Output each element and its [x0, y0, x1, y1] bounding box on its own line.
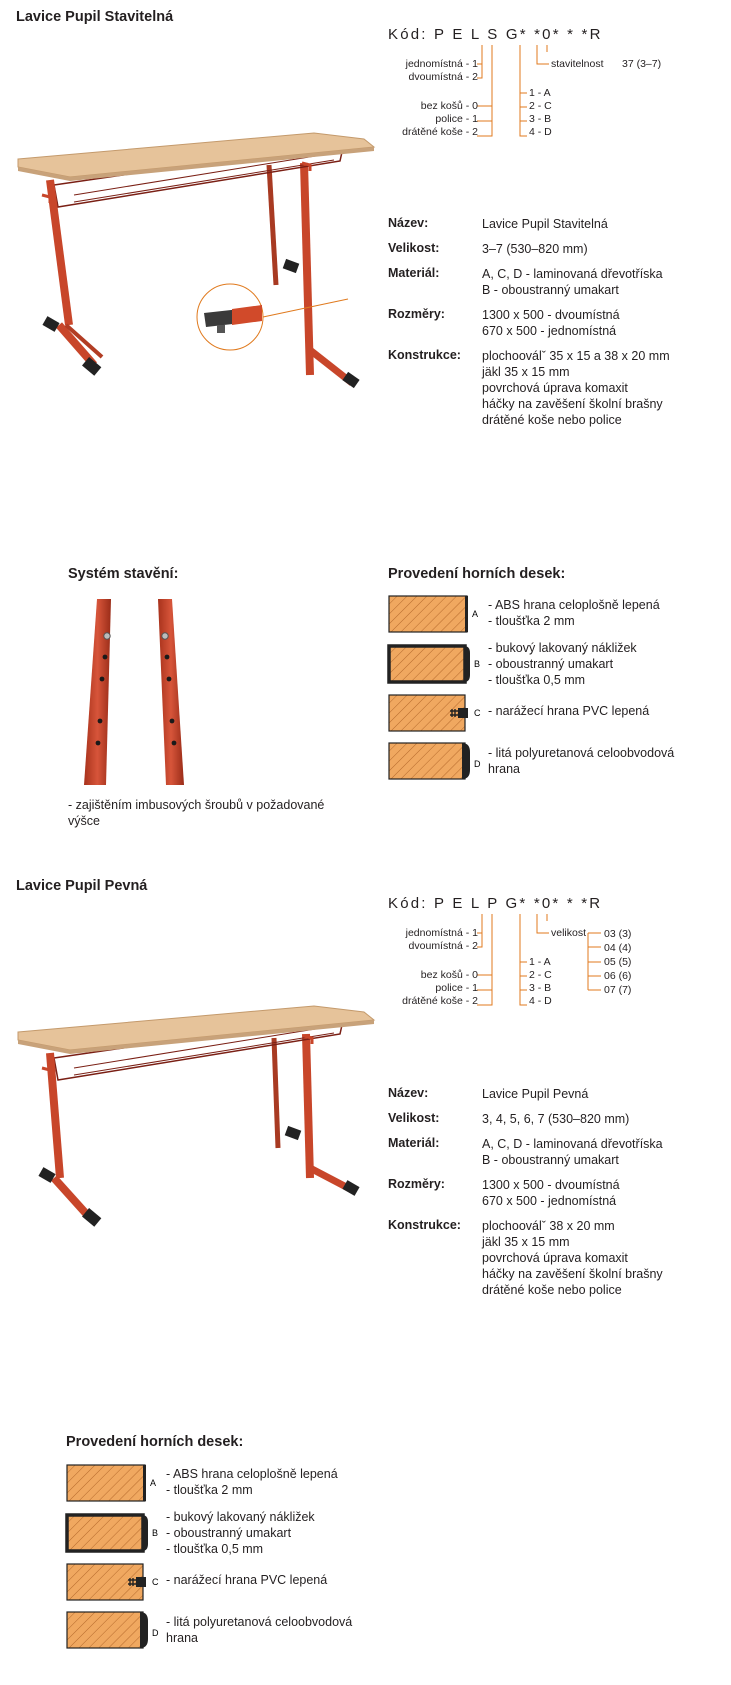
adjust-note: - zajištěním imbusových šroubů v požadované — [68, 798, 325, 812]
size-value: 06 (6) — [604, 970, 632, 982]
spec-row — [388, 241, 718, 257]
code-label: drátěné koše - 2 — [402, 126, 478, 138]
desk-illustration-adjustable — [14, 125, 374, 405]
spec-row — [388, 1086, 718, 1102]
spec-value: drátěné koše nebo police — [482, 1283, 622, 1297]
spec-value: 670 x 500 - jednomístná — [482, 1194, 617, 1208]
size-label: velikost — [551, 927, 587, 939]
code-label: 2 - C — [529, 969, 552, 981]
spec-key: Rozměry: — [388, 307, 445, 321]
size-value: 37 (3–7) — [622, 58, 662, 70]
spec-key: Rozměry: — [388, 1177, 445, 1191]
plate-icon-d — [388, 742, 480, 782]
code-label: police - 1 — [435, 982, 478, 994]
code-zero: 0 — [542, 26, 553, 43]
spec-key: Název: — [388, 1086, 429, 1100]
spec-value: plochooválˇ 38 x 20 mm — [482, 1219, 615, 1233]
code-stars-1: * * — [519, 26, 543, 43]
spec-value: 3, 4, 5, 6, 7 (530–820 mm) — [482, 1112, 630, 1126]
spec-key: Velikost: — [388, 241, 440, 255]
code-label: 2 - C — [529, 100, 552, 112]
plate-icon-b — [66, 1514, 158, 1554]
spec-key: Konstrukce: — [388, 1218, 461, 1232]
spec-value: Lavice Pupil Stavitelná — [482, 217, 608, 231]
code-label: 4 - D — [529, 995, 552, 1007]
plate-icon-b — [388, 645, 480, 685]
spec-value: A, C, D - laminovaná dřevotříska — [482, 267, 663, 281]
plates1-title: Provedení horních desek: — [388, 566, 566, 582]
plate-letter: A — [150, 1478, 157, 1488]
plate-desc: - litá polyuretanová celoobvodová — [488, 746, 675, 760]
code-prefix: Kód: P E L P G — [388, 895, 520, 912]
plate-desc: - litá polyuretanová celoobvodová — [166, 1615, 353, 1629]
spec-table-2 — [388, 1086, 718, 1298]
size-label: stavitelnost — [551, 58, 604, 70]
plate-desc: - narážecí hrana PVC lepená — [488, 704, 650, 718]
plate-desc: hrana — [488, 762, 520, 776]
plate-icon-a — [388, 595, 480, 635]
spec-row — [388, 216, 718, 232]
code-stars-1: * * — [519, 895, 542, 912]
code-suffix: R — [589, 895, 603, 912]
code-label: 3 - B — [529, 982, 552, 994]
spec-value: A, C, D - laminovaná dřevotříska — [482, 1137, 663, 1151]
spec-value: háčky na zavěšení školní brašny — [482, 397, 663, 411]
section1-title: Lavice Pupil Stavitelná — [16, 9, 174, 25]
code-label: drátěné koše - 2 — [402, 995, 478, 1007]
spec-key: Materiál: — [388, 1136, 440, 1150]
plate-icon-c — [66, 1563, 158, 1603]
plate-desc: - tloušťka 0,5 mm — [488, 673, 586, 687]
size-value: 04 (4) — [604, 942, 632, 954]
code-suffix: R — [589, 26, 603, 43]
code-label: 4 - D — [529, 126, 552, 138]
code-label: police - 1 — [435, 113, 478, 125]
plate-desc: - oboustranný umakart — [166, 1526, 292, 1540]
code-label: dvoumístná - 2 — [408, 940, 478, 952]
plate-letter: C — [474, 708, 481, 718]
plate-desc: - bukový lakovaný nákližek — [166, 1510, 315, 1524]
spec-value: jäkl 35 x 15 mm — [482, 365, 570, 379]
code-prefix: Kód: P E L S G — [388, 26, 520, 43]
plate-letter: B — [474, 659, 481, 669]
adjust-title: Systém stavění: — [68, 566, 179, 582]
code-label: 3 - B — [529, 113, 552, 125]
spec-value: B - oboustranný umakart — [482, 283, 619, 297]
spec-key: Materiál: — [388, 266, 440, 280]
spec-key: Velikost: — [388, 1111, 440, 1125]
plate-desc: - narážecí hrana PVC lepená — [166, 1573, 328, 1587]
plate-letter: D — [474, 759, 481, 769]
size-value: 05 (5) — [604, 956, 632, 968]
plate-letter: A — [472, 609, 479, 619]
code-stars-2: * * * — [552, 895, 590, 912]
code-zero: 0 — [541, 895, 553, 912]
size-value: 03 (3) — [604, 928, 632, 940]
code-label: 1 - A — [529, 956, 551, 968]
plate-desc: - tloušťka 2 mm — [488, 614, 575, 628]
code-label: dvoumístná - 2 — [408, 71, 478, 83]
code-label: jednomístná - 1 — [405, 58, 478, 70]
spec-row — [388, 1136, 718, 1168]
plate-icon-d — [66, 1611, 158, 1651]
desk-illustration-fixed — [14, 998, 374, 1268]
spec-value: jäkl 35 x 15 mm — [482, 1235, 570, 1249]
spec-value: Lavice Pupil Pevná — [482, 1087, 589, 1101]
code-stars-2: * * * — [552, 26, 590, 43]
spec-value: 1300 x 500 - dvoumístná — [482, 308, 620, 322]
spec-value: B - oboustranný umakart — [482, 1153, 619, 1167]
plate-desc: - ABS hrana celoplošně lepená — [488, 598, 660, 612]
plate-desc: - tloušťka 0,5 mm — [166, 1542, 264, 1556]
plate-icon-a — [66, 1464, 158, 1504]
spec-row — [388, 266, 718, 298]
spec-row — [388, 1111, 718, 1127]
spec-row — [388, 1177, 718, 1209]
spec-row — [388, 1218, 718, 1298]
code-label: bez košů - 0 — [420, 100, 478, 112]
plate-letter: C — [152, 1577, 159, 1587]
plate-desc: - ABS hrana celoplošně lepená — [166, 1467, 338, 1481]
plate-desc: - bukový lakovaný nákližek — [488, 641, 637, 655]
plate-letter: D — [152, 1628, 159, 1638]
spec-row — [388, 307, 718, 339]
code-label: 1 - A — [529, 87, 551, 99]
size-value: 07 (7) — [604, 984, 632, 996]
adjust-note: výšce — [68, 814, 100, 828]
spec-row — [388, 348, 718, 428]
spec-value: plochooválˇ 35 x 15 a 38 x 20 mm — [482, 349, 670, 363]
spec-value: háčky na zavěšení školní brašny — [482, 1267, 663, 1281]
code-label: jednomístná - 1 — [405, 927, 478, 939]
spec-table-1 — [388, 216, 718, 428]
section2-title: Lavice Pupil Pevná — [16, 878, 148, 894]
spec-key: Název: — [388, 216, 429, 230]
spec-value: povrchová úprava komaxit — [482, 1251, 628, 1265]
spec-key: Konstrukce: — [388, 348, 461, 362]
plate-desc: - tloušťka 2 mm — [166, 1483, 253, 1497]
plate-desc: hrana — [166, 1631, 198, 1645]
spec-value: 670 x 500 - jednomístná — [482, 324, 617, 338]
plate-icon-c — [388, 694, 480, 734]
plates2-title: Provedení horních desek: — [66, 1434, 244, 1450]
spec-value: povrchová úprava komaxit — [482, 381, 628, 395]
plate-desc: - oboustranný umakart — [488, 657, 614, 671]
spec-value: 3–7 (530–820 mm) — [482, 242, 588, 256]
code-label: bez košů - 0 — [420, 969, 478, 981]
plate-letter: B — [152, 1528, 159, 1538]
spec-value: drátěné koše nebo police — [482, 413, 622, 427]
adjust-legs-illustration — [80, 595, 190, 785]
spec-value: 1300 x 500 - dvoumístná — [482, 1178, 620, 1192]
